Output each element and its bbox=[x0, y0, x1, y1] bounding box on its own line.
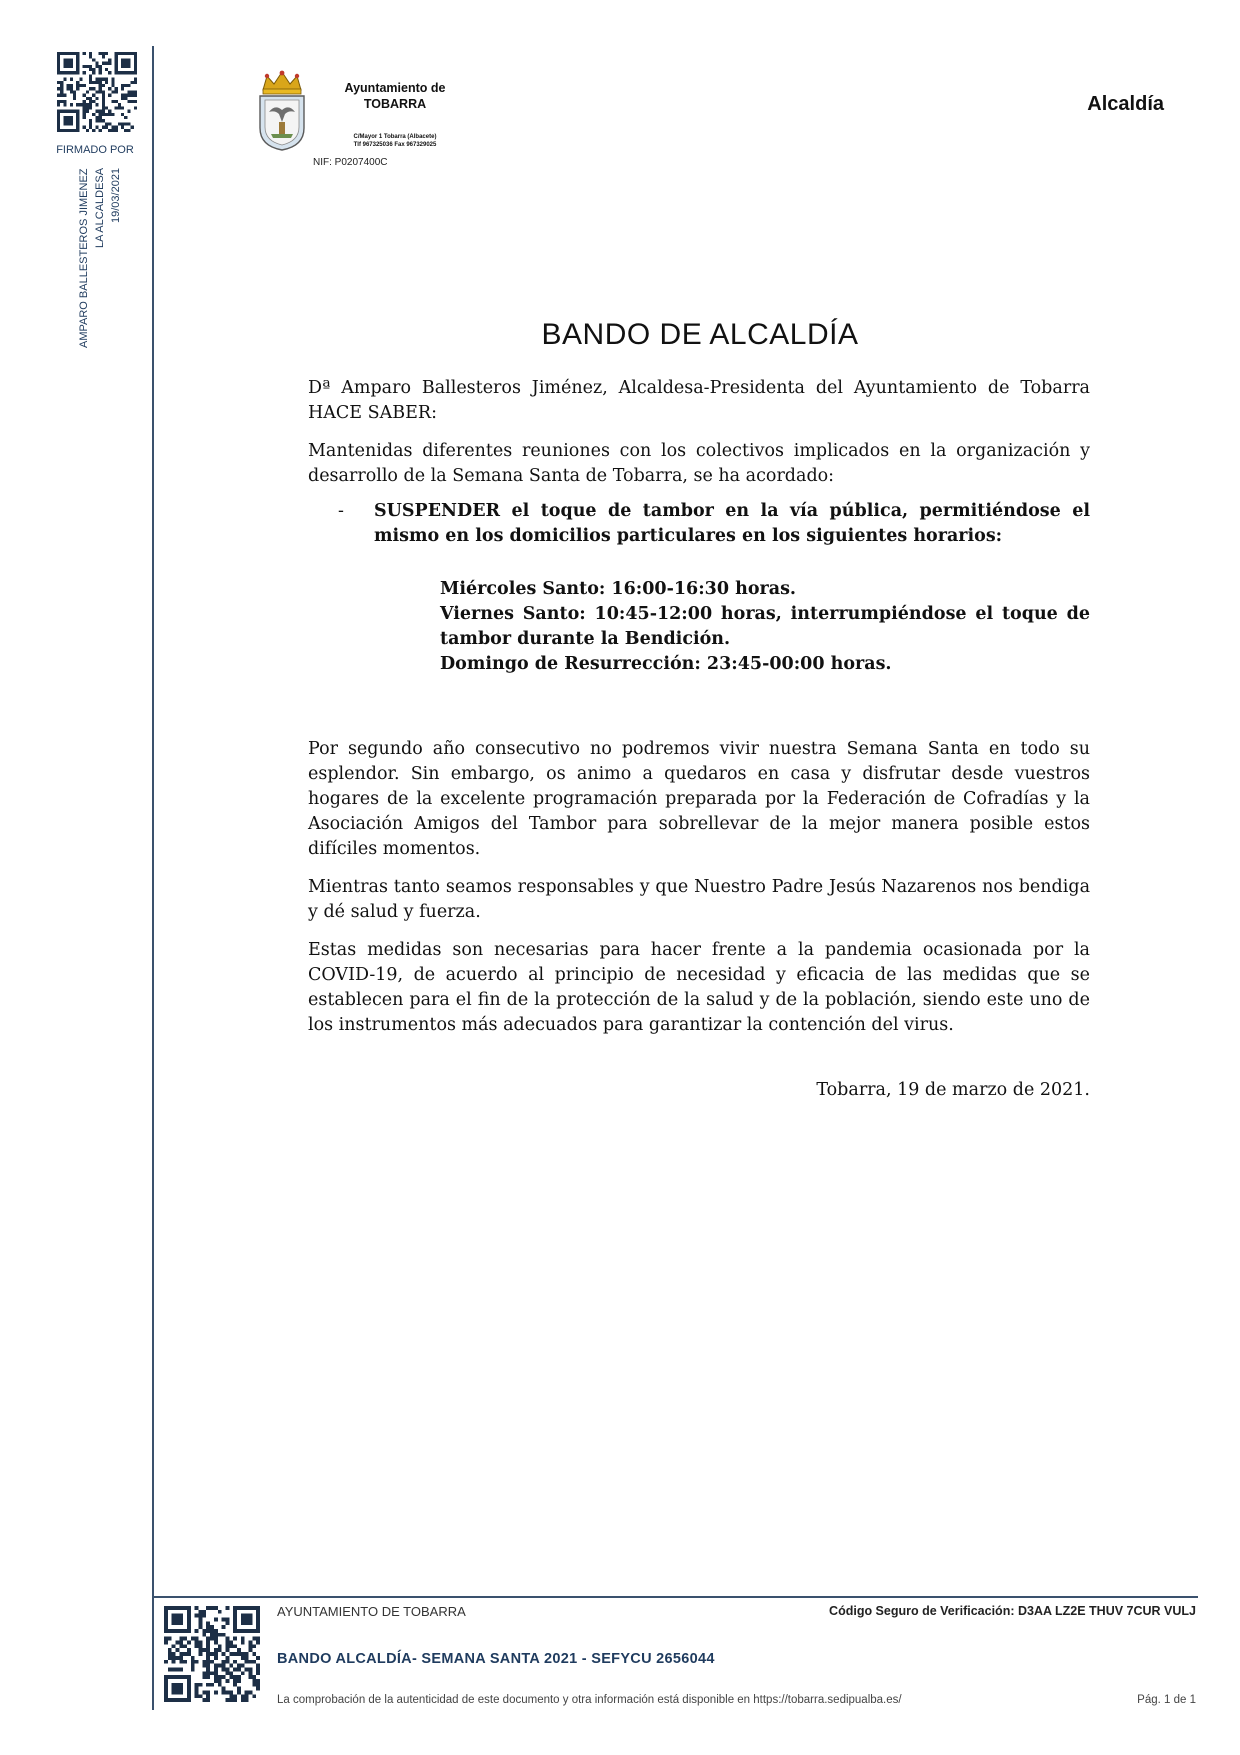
footer-org: AYUNTAMIENTO DE TOBARRA bbox=[277, 1604, 466, 1619]
paragraph-3: Mientras tanto seamos responsables y que Nuestro Padre Jesús Nazarenos nos bendiga y dé salud y fuerza. bbox=[308, 877, 1090, 922]
signature-block bbox=[52, 168, 142, 358]
qr-code-icon bbox=[164, 1606, 260, 1702]
signed-by-label: FIRMADO POR bbox=[56, 144, 134, 156]
org-name bbox=[325, 80, 465, 112]
nif: NIF: P0207400C bbox=[313, 157, 388, 168]
signer-role: LA ALCALDESA bbox=[94, 168, 106, 249]
verification-note: La comprobación de la autenticidad de este documento y otra información está disponible en https://tobarra.sedipualba.es/ bbox=[277, 1694, 902, 1706]
org-name-line2: TOBARRA bbox=[363, 97, 427, 111]
sign-date: 19/03/2021 bbox=[110, 168, 122, 224]
signer-name: AMPARO BALLESTEROS JIMENEZ bbox=[78, 168, 90, 348]
paragraph-2: Por segundo año consecutivo no podremos vivir nuestra Semana Santa en todo su esplendor. Sin embargo, os animo a quedaros en casa y disfrutar desde vuestros hogares de la excelente programación preparada por la Federación de Cofradías y la Asociación Amigos del Tambor para sobrellevar de la mejor manera posible estos difíciles momentos. bbox=[308, 739, 1090, 859]
bullet-text: SUSPENDER el toque de tambor en la vía pública, permitiéndose el mismo en los domicilios particulares en los siguientes horarios: bbox=[374, 501, 1090, 546]
org-name-line1: Ayuntamiento de bbox=[344, 81, 446, 95]
schedule-list bbox=[440, 577, 1090, 677]
address-line1: C/Mayor 1 Tobarra (Albacete) bbox=[353, 134, 437, 140]
department: Alcaldía bbox=[1087, 93, 1164, 115]
footer-rule bbox=[152, 1596, 1198, 1598]
qr-code-icon bbox=[57, 52, 137, 132]
paragraph-4: Estas medidas son necesarias para hacer frente a la pandemia ocasionada por la COVID-19, de acuerdo al principio de necesidad y eficacia de las medidas que se establecen para el fin de la protección de la salud y de la población, siendo este uno de los instrumentos más adecuados para garantizar la contención del virus. bbox=[308, 940, 1090, 1035]
bullet-item bbox=[338, 499, 1090, 549]
verification-code: Código Seguro de Verificación: D3AA LZ2E THUV 7CUR VULJ bbox=[829, 1604, 1196, 1618]
coat-of-arms-icon bbox=[255, 70, 309, 152]
schedule-item: Viernes Santo: 10:45-12:00 horas, interrumpiéndose el toque de tambor durante la Bendición. bbox=[440, 604, 1090, 649]
page-number: Pág. 1 de 1 bbox=[1137, 1694, 1196, 1706]
intro-paragraph: Dª Amparo Ballesteros Jiménez, Alcaldesa-Presidenta del Ayuntamiento de Tobarra HACE SABER: bbox=[308, 378, 1090, 423]
margin-rule bbox=[152, 46, 154, 1710]
org-address bbox=[325, 133, 465, 149]
document-subject: BANDO ALCALDÍA- SEMANA SANTA 2021 - SEFYCU 2656044 bbox=[277, 1651, 715, 1667]
schedule-item: Domingo de Resurrección: 23:45-00:00 horas. bbox=[440, 654, 892, 674]
paragraph-1: Mantenidas diferentes reuniones con los colectivos implicados en la organización y desarrollo de la Semana Santa de Tobarra, se ha acordado: bbox=[308, 441, 1090, 486]
schedule-item: Miércoles Santo: 16:00-16:30 horas. bbox=[440, 579, 797, 599]
document-title: BANDO DE ALCALDÍA bbox=[541, 318, 859, 351]
address-line2: Tlf 967325036 Fax 967329025 bbox=[353, 142, 437, 148]
bullet-dash: - bbox=[338, 501, 344, 521]
place-date: Tobarra, 19 de marzo de 2021. bbox=[816, 1080, 1090, 1100]
document-body bbox=[308, 376, 1090, 1103]
